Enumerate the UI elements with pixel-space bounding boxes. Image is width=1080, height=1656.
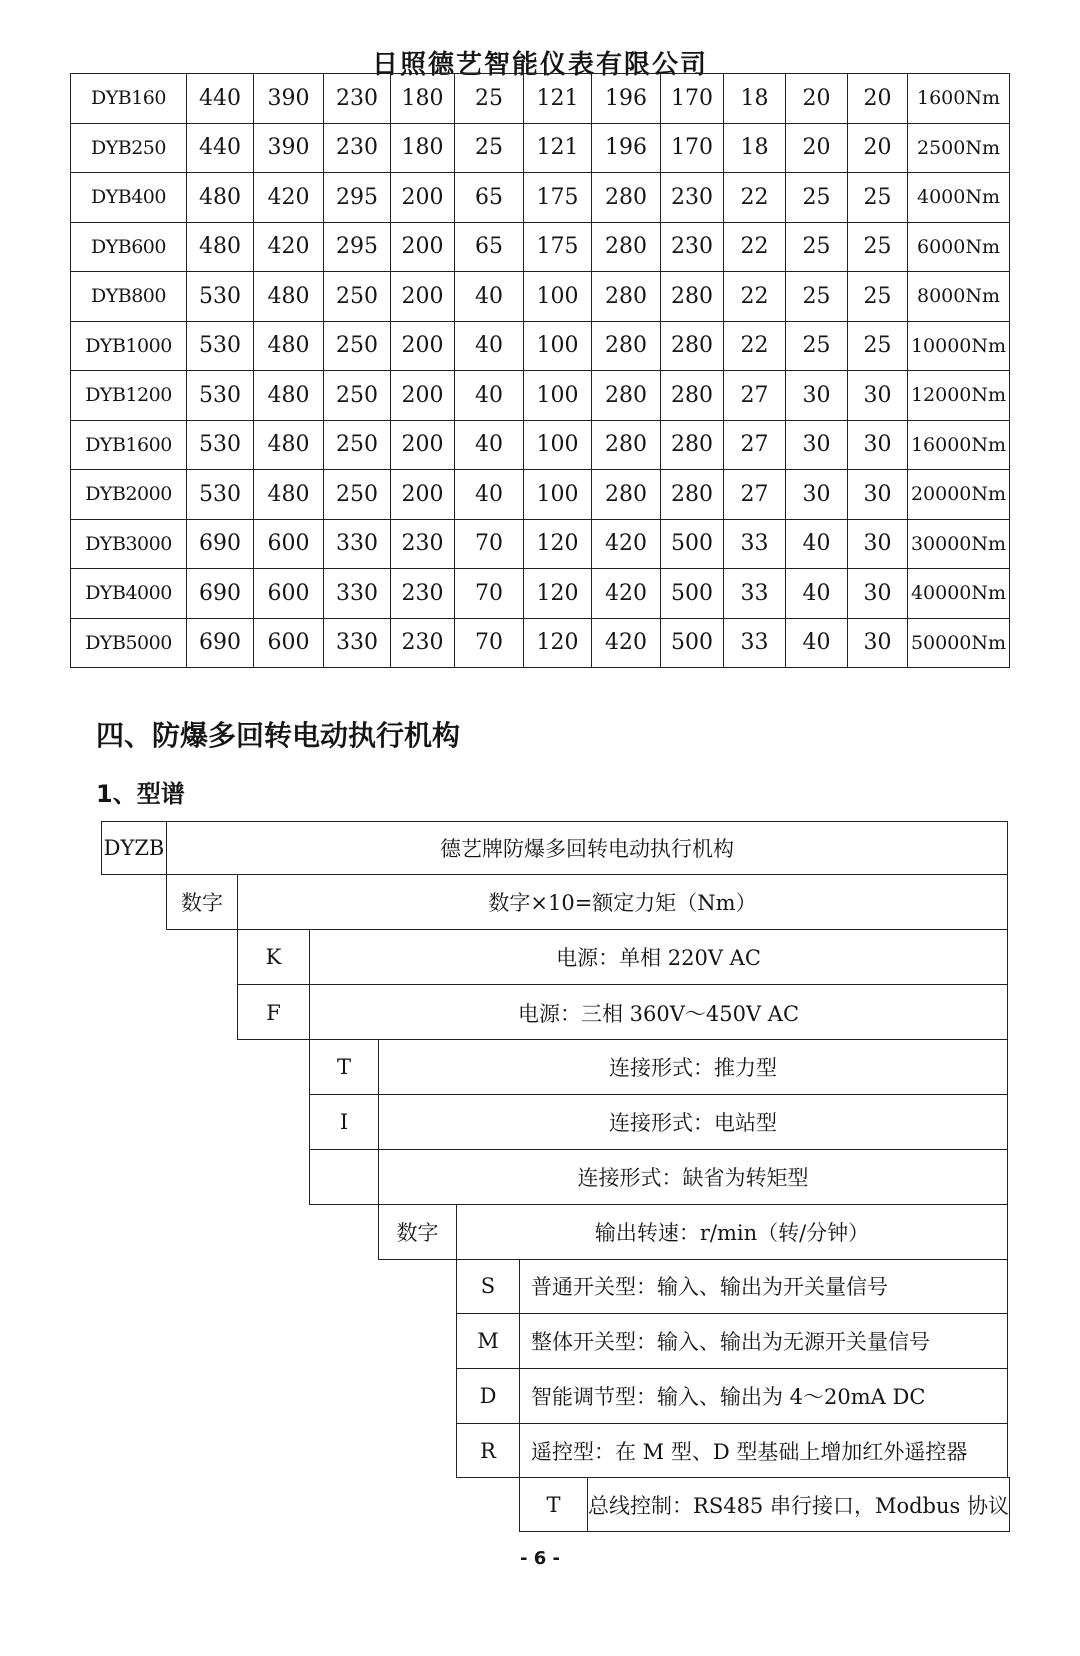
table-cell: 250 [324, 321, 391, 371]
table-cell: 180 [391, 123, 455, 173]
table-cell: 230 [661, 173, 724, 223]
table-cell: 40 [455, 272, 524, 322]
table-cell: 530 [187, 470, 254, 520]
table-cell: 420 [254, 222, 324, 272]
model-cell: DYB1600 [71, 420, 187, 470]
table-row [71, 618, 1010, 668]
table-cell: 170 [661, 74, 724, 124]
table-cell: 280 [592, 272, 661, 322]
table-cell: 30 [848, 371, 908, 421]
table-cell: 420 [592, 618, 661, 668]
desc-conn-default: 连接形式：缺省为转矩型 [577, 1166, 809, 1190]
table-cell: 280 [592, 420, 661, 470]
table-cell: 170 [661, 123, 724, 173]
table-cell: 22 [724, 321, 786, 371]
desc-output-speed: 输出转速：r/min（转/分钟） [456, 1204, 1008, 1260]
table-cell: 22 [724, 173, 786, 223]
table-cell: 250 [324, 470, 391, 520]
desc-conn-station: 连接形式：电站型 [609, 1111, 777, 1135]
table-cell: 480 [254, 321, 324, 371]
table-cell: 280 [661, 272, 724, 322]
table-cell: 200 [391, 272, 455, 322]
torque-cell: 40000Nm [908, 569, 1010, 619]
table-cell: 280 [592, 371, 661, 421]
table-cell: 100 [524, 470, 592, 520]
table-cell: 33 [724, 569, 786, 619]
table-cell: 25 [455, 74, 524, 124]
table-cell: 500 [661, 618, 724, 668]
table-cell: 690 [187, 519, 254, 569]
code-torque-number: 数字 [166, 874, 238, 930]
table-cell: 330 [324, 569, 391, 619]
model-cell: DYB3000 [71, 519, 187, 569]
table-cell: 25 [786, 222, 848, 272]
desc-power-three: 电源：三相 360V～450V AC [517, 1001, 800, 1026]
code-power-three: F [266, 1000, 281, 1025]
table-row [71, 420, 1010, 470]
table-cell: 480 [187, 173, 254, 223]
torque-cell: 16000Nm [908, 420, 1010, 470]
table-cell: 25 [455, 123, 524, 173]
table-cell: 420 [592, 519, 661, 569]
code-type-m: M [477, 1329, 499, 1353]
table-cell: 30 [848, 618, 908, 668]
table-cell: 120 [524, 569, 592, 619]
table-cell: 230 [324, 123, 391, 173]
table-cell: 250 [324, 272, 391, 322]
torque-cell: 12000Nm [908, 371, 1010, 421]
table-cell: 30 [848, 470, 908, 520]
table-cell: 480 [187, 222, 254, 272]
page-number: - 6 - [520, 1548, 560, 1569]
table-cell: 22 [724, 222, 786, 272]
table-cell: 40 [455, 470, 524, 520]
desc-type-r: 遥控型：在 M 型、D 型基础上增加红外遥控器 [531, 1440, 968, 1464]
table-cell: 690 [187, 618, 254, 668]
table-cell: 420 [592, 569, 661, 619]
table-cell: 480 [254, 420, 324, 470]
table-cell: 33 [724, 519, 786, 569]
table-row [71, 222, 1010, 272]
torque-cell: 30000Nm [908, 519, 1010, 569]
table-cell: 250 [324, 371, 391, 421]
code-dyzb: DYZB [101, 821, 167, 875]
table-cell: 180 [391, 74, 455, 124]
table-row [71, 569, 1010, 619]
table-cell: 200 [391, 173, 455, 223]
model-cell: DYB2000 [71, 470, 187, 520]
table-cell: 295 [324, 222, 391, 272]
table-cell: 440 [187, 74, 254, 124]
code-type-d: D [479, 1384, 497, 1408]
table-cell: 200 [391, 371, 455, 421]
table-cell: 30 [786, 371, 848, 421]
table-cell: 25 [848, 272, 908, 322]
table-cell: 20 [848, 74, 908, 124]
section-subtitle: 1、型谱 [96, 780, 185, 808]
table-cell: 280 [661, 420, 724, 470]
table-cell: 530 [187, 321, 254, 371]
table-cell: 33 [724, 618, 786, 668]
table-cell: 230 [661, 222, 724, 272]
table-cell: 20 [786, 123, 848, 173]
table-cell: 175 [524, 222, 592, 272]
model-cell: DYB250 [71, 123, 187, 173]
table-cell: 20 [848, 123, 908, 173]
table-cell: 25 [848, 321, 908, 371]
table-row [71, 272, 1010, 322]
table-cell: 100 [524, 272, 592, 322]
table-cell: 20 [786, 74, 848, 124]
desc-type-s: 普通开关型：输入、输出为开关量信号 [531, 1275, 888, 1299]
model-cell: DYB1200 [71, 371, 187, 421]
table-row [71, 371, 1010, 421]
table-cell: 120 [524, 618, 592, 668]
table-cell: 196 [592, 74, 661, 124]
torque-cell: 1600Nm [908, 74, 1010, 124]
table-cell: 30 [786, 420, 848, 470]
table-cell: 27 [724, 371, 786, 421]
model-cell: DYB1000 [71, 321, 187, 371]
desc-power-single: 电源：单相 220V AC [556, 945, 761, 970]
table-cell: 480 [254, 272, 324, 322]
table-cell: 40 [455, 371, 524, 421]
table-cell: 530 [187, 272, 254, 322]
table-cell: 40 [786, 618, 848, 668]
table-cell: 25 [786, 173, 848, 223]
desc-bus-control: 总线控制：RS485 串行接口，Modbus 协议 [587, 1477, 1010, 1532]
table-cell: 40 [786, 519, 848, 569]
table-row [71, 470, 1010, 520]
code-type-r: R [480, 1439, 496, 1463]
model-cell: DYB600 [71, 222, 187, 272]
table-cell: 120 [524, 519, 592, 569]
torque-cell: 50000Nm [908, 618, 1010, 668]
torque-cell: 4000Nm [908, 173, 1010, 223]
section-title: 四、防爆多回转电动执行机构 [96, 719, 461, 752]
table-row [71, 74, 1010, 124]
code-power-single: K [265, 944, 282, 969]
table-cell: 530 [187, 420, 254, 470]
desc-conn-thrust: 连接形式：推力型 [609, 1055, 777, 1080]
torque-cell: 10000Nm [908, 321, 1010, 371]
table-cell: 250 [324, 420, 391, 470]
table-cell: 22 [724, 272, 786, 322]
table-cell: 280 [592, 470, 661, 520]
code-conn-default [309, 1150, 379, 1204]
table-cell: 600 [254, 569, 324, 619]
table-cell: 200 [391, 222, 455, 272]
code-bus-t: T [519, 1477, 588, 1532]
desc-rated-torque: 数字×10=额定力矩（Nm） [237, 874, 1008, 930]
table-cell: 295 [324, 173, 391, 223]
model-cell: DYB400 [71, 173, 187, 223]
table-cell: 280 [592, 321, 661, 371]
table-cell: 27 [724, 420, 786, 470]
company-header: 日照德艺智能仪表有限公司 [371, 50, 708, 80]
table-cell: 175 [524, 173, 592, 223]
table-cell: 280 [661, 321, 724, 371]
table-cell: 30 [848, 420, 908, 470]
table-cell: 330 [324, 618, 391, 668]
table-cell: 280 [592, 222, 661, 272]
table-cell: 440 [187, 123, 254, 173]
table-cell: 420 [254, 173, 324, 223]
table-cell: 100 [524, 371, 592, 421]
table-cell: 25 [848, 222, 908, 272]
table-cell: 330 [324, 519, 391, 569]
table-cell: 530 [187, 371, 254, 421]
table-cell: 65 [455, 222, 524, 272]
table-cell: 100 [524, 420, 592, 470]
torque-cell: 6000Nm [908, 222, 1010, 272]
table-cell: 18 [724, 74, 786, 124]
table-cell: 280 [661, 470, 724, 520]
table-cell: 40 [455, 321, 524, 371]
model-cell: DYB4000 [71, 569, 187, 619]
table-cell: 70 [455, 618, 524, 668]
table-cell: 200 [391, 470, 455, 520]
table-cell: 70 [455, 569, 524, 619]
table-cell: 480 [254, 371, 324, 421]
table-cell: 18 [724, 123, 786, 173]
model-cell: DYB160 [71, 74, 187, 124]
desc-type-m: 整体开关型：输入、输出为无源开关量信号 [531, 1330, 930, 1354]
code-conn-thrust: T [336, 1054, 351, 1079]
table-cell: 390 [254, 123, 324, 173]
table-cell: 121 [524, 123, 592, 173]
table-cell: 30 [848, 569, 908, 619]
table-cell: 200 [391, 321, 455, 371]
torque-cell: 8000Nm [908, 272, 1010, 322]
spec-table [70, 73, 1010, 668]
table-cell: 690 [187, 569, 254, 619]
table-cell: 30 [848, 519, 908, 569]
table-cell: 600 [254, 519, 324, 569]
table-cell: 65 [455, 173, 524, 223]
table-cell: 27 [724, 470, 786, 520]
table-cell: 480 [254, 470, 324, 520]
code-speed-number: 数字 [378, 1204, 457, 1260]
table-row [71, 321, 1010, 371]
table-cell: 25 [848, 173, 908, 223]
model-cell: DYB800 [71, 272, 187, 322]
table-row [71, 123, 1010, 173]
table-cell: 230 [391, 569, 455, 619]
table-cell: 230 [391, 618, 455, 668]
torque-cell: 20000Nm [908, 470, 1010, 520]
table-cell: 25 [786, 321, 848, 371]
table-cell: 25 [786, 272, 848, 322]
table-cell: 70 [455, 519, 524, 569]
table-cell: 230 [391, 519, 455, 569]
table-cell: 600 [254, 618, 324, 668]
desc-type-d: 智能调节型：输入、输出为 4～20mA DC [531, 1385, 926, 1409]
table-cell: 30 [786, 470, 848, 520]
table-cell: 230 [324, 74, 391, 124]
table-cell: 280 [661, 371, 724, 421]
table-cell: 121 [524, 74, 592, 124]
desc-product-name: 德艺牌防爆多回转电动执行机构 [166, 821, 1008, 875]
table-cell: 500 [661, 519, 724, 569]
table-cell: 200 [391, 420, 455, 470]
torque-cell: 2500Nm [908, 123, 1010, 173]
code-type-s: S [480, 1274, 496, 1298]
table-cell: 100 [524, 321, 592, 371]
table-cell: 196 [592, 123, 661, 173]
table-row [71, 519, 1010, 569]
table-cell: 40 [786, 569, 848, 619]
model-cell: DYB5000 [71, 618, 187, 668]
table-cell: 500 [661, 569, 724, 619]
table-cell: 390 [254, 74, 324, 124]
table-row [71, 173, 1010, 223]
code-conn-station: I [339, 1110, 349, 1134]
table-cell: 40 [455, 420, 524, 470]
table-cell: 280 [592, 173, 661, 223]
